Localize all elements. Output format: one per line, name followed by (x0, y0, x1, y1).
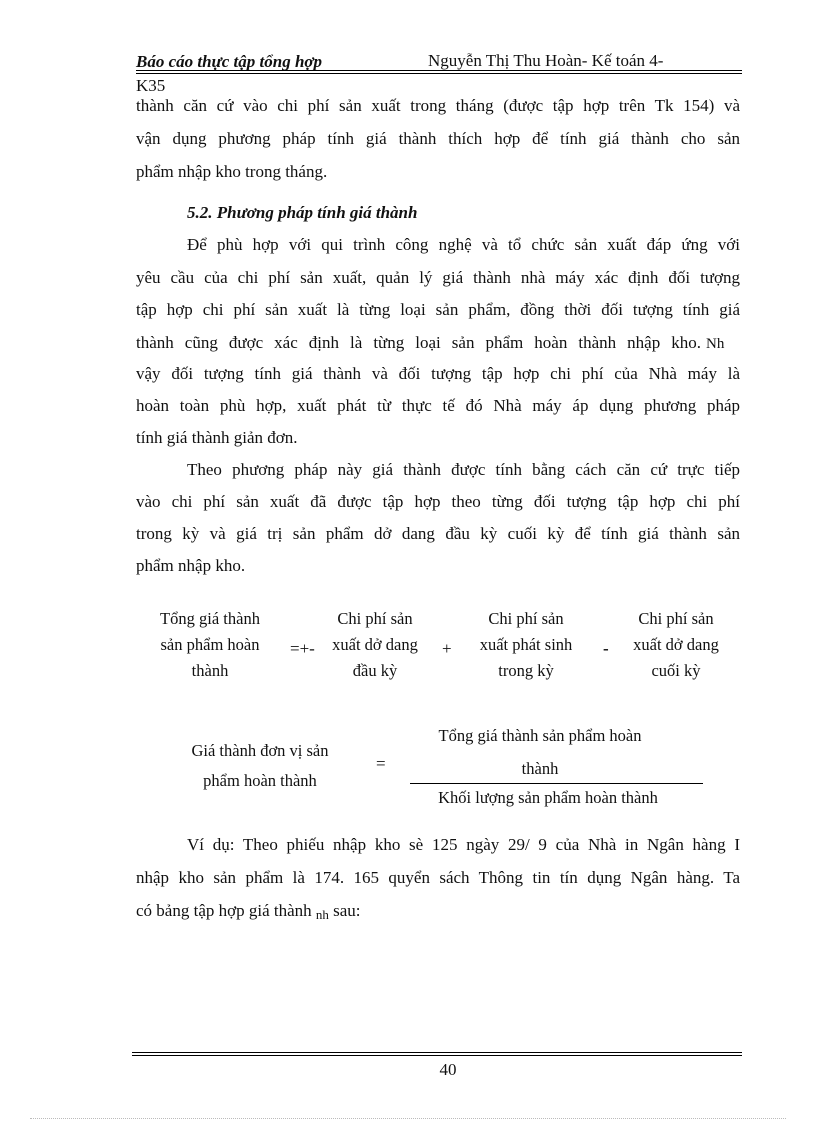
fraction-bar (410, 783, 703, 784)
text-line: vận dụng phương pháp tính giá thành thích hợp để tính giá thành cho sản (136, 129, 740, 148)
text-line: có bảng tập hợp giá thành nh sau: (136, 901, 361, 922)
text-line: Theo phương pháp này giá thành được tính bằng cách căn cứ trực tiếp (187, 460, 740, 479)
formula-period-cost: Chi phí sản xuất phát sinh trong kỳ (479, 609, 573, 680)
header-rule-2 (136, 73, 742, 74)
formula-opening-wip: Chi phí sản xuất dở dang đầu kỳ (332, 609, 418, 680)
formula-numerator: Tổng giá thành sản phẩm hoàn thành (438, 726, 642, 778)
text-line: thành cũng được xác định là từng loại sản phẩm hoàn thành nhập kho. (136, 333, 701, 352)
text-line: thành căn cứ vào chi phí sản xuất trong tháng (được tập hợp trên Tk 154) và (136, 96, 740, 115)
page-number: 40 (439, 1060, 457, 1079)
text-line: yêu cầu của chi phí sản xuất, quản lý giá thành nhà máy xác định đối tượng (136, 268, 740, 287)
text-line: Ví dụ: Theo phiếu nhập kho sè 125 ngày 29/ 9 của Nhà in Ngân hàng I (187, 835, 740, 854)
text-line: hoàn toàn phù hợp, xuất phát từ thực tế đó Nhà máy áp dụng phương pháp (136, 396, 740, 415)
formula-operator-plus: + (442, 639, 452, 658)
header-rule (136, 70, 742, 71)
formula-unit-cost: Giá thành đơn vị sản phẩm hoàn thành (191, 741, 329, 790)
page-edge-dots (30, 1118, 786, 1119)
formula-total-cost: Tổng giá thành sản phẩm hoàn thành (160, 609, 260, 680)
formula-operator-minus: - (603, 639, 609, 658)
formula-operator: =+- (290, 639, 315, 658)
footer-rule-2 (132, 1055, 742, 1056)
header-report-title: Báo cáo thực tập tổng hợp (136, 52, 323, 71)
text-line: Để phù hợp với qui trình công nghệ và tổ chức sản xuất đáp ứng với (187, 235, 740, 254)
formula-closing-wip: Chi phí sản xuất dở dang cuối kỳ (633, 609, 719, 680)
formula-equals: = (376, 754, 386, 773)
text-line: phẩm nhập kho trong tháng. (136, 162, 328, 181)
text-line: phẩm nhập kho. (136, 556, 246, 575)
section-heading: 5.2. Phương pháp tính giá thành (187, 203, 418, 222)
footer-rule (132, 1052, 742, 1053)
text-line: tính giá thành giản đơn. (136, 428, 298, 447)
text-line: nhập kho sản phẩm là 174. 165 quyển sách Thông tin tín dụng Ngân hàng. Ta (136, 868, 740, 887)
text-line: vậy đối tượng tính giá thành và đối tượng tập hợp chi phí của Nhà máy là (136, 364, 740, 383)
text-line: tập hợp chi phí sản xuất là từng loại sản phẩm, đồng thời đối tượng tính giá (136, 300, 740, 319)
formula-denominator: Khối lượng sản phẩm hoàn thành (438, 788, 658, 807)
header-author-cont: K35 (136, 76, 166, 95)
header-author: Nguyễn Thị Thu Hoàn- Kế toán 4- (428, 51, 664, 70)
text-line: vào chi phí sản xuất đã được tập hợp theo từng đối tượng tập hợp chi phí (136, 492, 740, 511)
text-fragment: nh (315, 907, 329, 922)
text-fragment: Nh (706, 336, 725, 352)
text-line: trong kỳ và giá trị sản phẩm dở dang đầu kỳ cuối kỳ để tính giá thành sản (136, 524, 740, 543)
